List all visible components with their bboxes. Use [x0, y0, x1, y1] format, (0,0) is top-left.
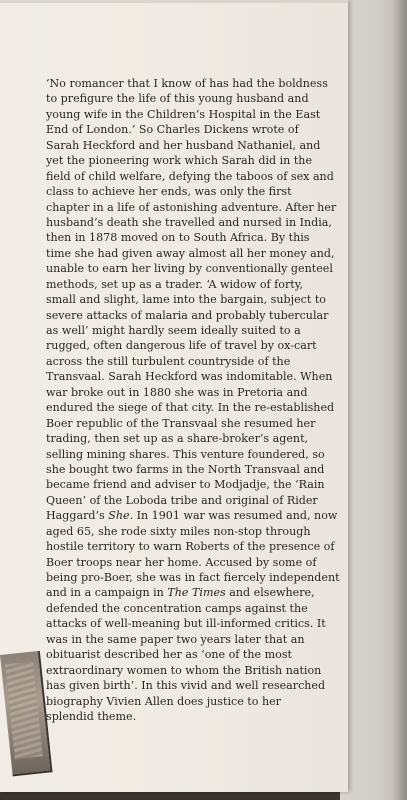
blurb-line [46, 555, 336, 570]
blurb-line [46, 308, 336, 323]
blurb-line [46, 354, 336, 369]
blurb-line [46, 323, 336, 338]
blurb-line [46, 632, 336, 647]
blurb-text-segment: then in 1878 moved on to South Africa. By this [46, 231, 310, 245]
blurb-line [46, 539, 336, 554]
blurb-text-segment: Sarah Heckford and her husband Nathaniel, and [46, 138, 321, 152]
blurb-text-segment: became friend and adviser to Modjadje, the ‘Rain [46, 478, 325, 492]
blurb-line [46, 385, 336, 400]
blurb-text-segment: chapter in a life of astonishing adventure. After her [46, 200, 337, 214]
blurb-line [46, 694, 336, 709]
blurb-text-segment: field of child welfare, defying the taboos of sex and [46, 169, 334, 183]
blurb-text-segment: class to achieve her ends, was only the first [46, 185, 292, 199]
blurb-text-segment: was in the same paper two years later that an [46, 632, 305, 646]
blurb-line [46, 447, 336, 462]
blurb-line [46, 122, 336, 137]
blurb-line [46, 616, 336, 631]
blurb-text-segment: husband’s death she travelled and nursed in India, [46, 215, 332, 229]
blurb-text-segment: defended the concentration camps against the [46, 601, 308, 615]
blurb-line [46, 663, 336, 678]
blurb-text-segment: and in a campaign in [46, 586, 168, 600]
blurb-line [46, 107, 336, 122]
blurb-text-segment: Boer republic of the Transvaal she resumed her [46, 416, 316, 430]
blurb-line [46, 431, 336, 446]
blurb-text-segment: biography Vivien Allen does justice to her [46, 694, 281, 708]
blurb-text [46, 76, 340, 724]
blurb-text-segment: time she had given away almost all her money and, [46, 246, 335, 260]
blurb-text-segment: young wife in the Children’s Hospital in the East [46, 107, 321, 121]
blurb-text-segment: to prefigure the life of this young husband and [46, 92, 309, 106]
blurb-text-segment: severe attacks of malaria and probably tubercular [46, 308, 329, 322]
blurb-line [46, 477, 336, 492]
blurb-text-segment: ‘No romancer that I know of has had the boldness [46, 77, 328, 90]
blurb-text-segment: obituarist described her as ‘one of the most [46, 648, 292, 662]
blurb-text-segment: Queen’ of the Loboda tribe and original of Rider [46, 493, 318, 507]
blurb-text-segment: across the still turbulent countryside of the [46, 354, 291, 368]
blurb-text-segment: splendid theme. [46, 709, 137, 723]
blurb-text-segment: war broke out in 1880 she was in Pretoria and [46, 385, 308, 399]
blurb-line [46, 138, 336, 153]
blurb-line [46, 76, 336, 91]
blurb-line [46, 601, 336, 616]
blurb-text-segment: extraordinary women to whom the British nation [46, 663, 322, 677]
book-title: The Times [167, 586, 226, 600]
flap-top-edge [0, 0, 348, 3]
blurb-text-segment: methods, set up as a trader. ‘A widow of forty, [46, 277, 304, 291]
blurb-text-segment: hostile territory to warn Roberts of the presence of [46, 540, 335, 554]
blurb-line [46, 508, 336, 523]
blurb-line [46, 230, 336, 245]
blurb-line [46, 709, 336, 724]
blurb-line [46, 570, 340, 585]
blurb-text-segment: trading, then set up as a share-broker’s agent, [46, 432, 309, 446]
blurb-text-segment: has given birth’. In this vivid and well researched [46, 679, 326, 693]
blurb-text-segment: being pro-Boer, she was in fact fiercely independent [46, 571, 340, 584]
blurb-text-segment: as well’ might hardly seem ideally suited to a [46, 324, 301, 337]
blurb-line [46, 215, 336, 230]
blurb-line [46, 369, 336, 384]
photo-image [5, 662, 43, 759]
blurb-line [46, 338, 336, 353]
blurb-text-segment: aged 65, she rode sixty miles non-stop through [46, 524, 311, 538]
blurb-line [46, 585, 336, 600]
blurb-line [46, 416, 336, 431]
blurb-line [46, 400, 336, 415]
blurb-text-segment: and elsewhere, [225, 586, 315, 600]
book-title: She [108, 509, 130, 523]
blurb-line [46, 200, 336, 215]
blurb-text-segment: endured the siege of that city. In the re-established [46, 401, 335, 415]
blurb-text-segment: Haggard’s [46, 509, 109, 523]
blurb-line [46, 246, 336, 261]
blurb-line [46, 647, 336, 662]
blurb-line [46, 91, 336, 106]
blurb-text-segment: End of London.’ So Charles Dickens wrote of [46, 123, 299, 137]
blurb-line [46, 678, 336, 693]
blurb-text-segment: unable to earn her living by conventionally genteel [46, 262, 333, 276]
blurb-line [46, 493, 336, 508]
blurb-text-segment: small and slight, lame into the bargain, subject to [46, 293, 326, 307]
blurb-line [46, 277, 336, 292]
blurb-text-segment: Transvaal. Sarah Heckford was indomitable. When [46, 370, 333, 384]
blurb-line [46, 524, 336, 539]
blurb-text-segment: . In 1901 war was resumed and, now [129, 509, 338, 523]
blurb-line [46, 169, 336, 184]
blurb-text-segment: selling mining shares. This venture foundered, so [46, 447, 325, 461]
blurb-text-segment: she bought two farms in the North Transvaal and [46, 462, 325, 476]
blurb-line [46, 184, 336, 199]
blurb-text-segment: Boer troops near her home. Accused by some of [46, 555, 317, 569]
blurb-line [46, 462, 336, 477]
blurb-line [46, 153, 336, 168]
blurb-text-segment: attacks of well-meaning but ill-informed critics. It [46, 617, 326, 631]
blurb-text-segment: yet the pioneering work which Sarah did in the [46, 154, 313, 168]
blurb-text-segment: rugged, often dangerous life of travel by ox-cart [46, 339, 317, 353]
blurb-line [46, 261, 336, 276]
blurb-line [46, 292, 336, 307]
back-cover-shadow [392, 0, 407, 800]
